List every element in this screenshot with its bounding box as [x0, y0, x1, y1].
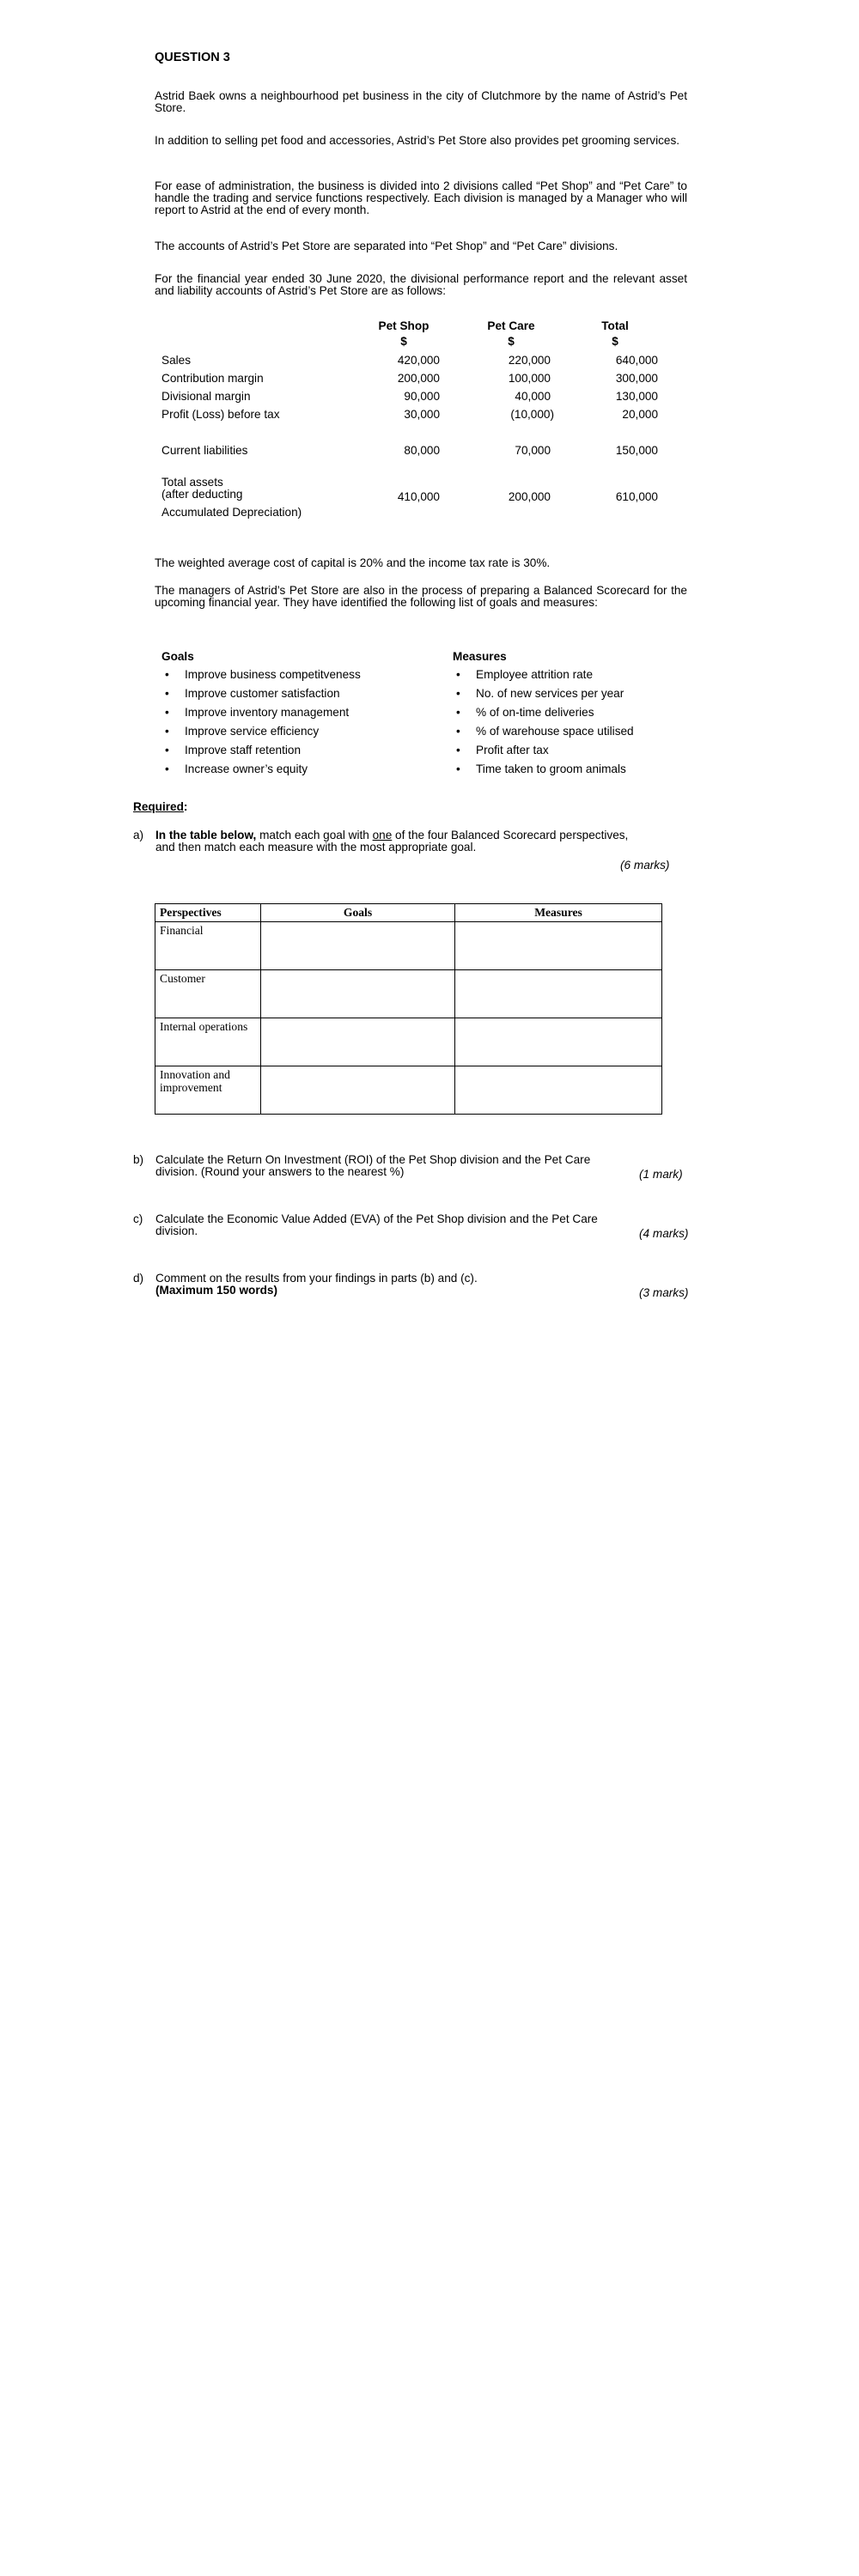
- row-label-sales: Sales: [161, 354, 192, 367]
- list-item: • No. of new services per year: [456, 687, 624, 700]
- question-title: QUESTION 3: [155, 51, 230, 64]
- list-item: • Improve customer satisfaction: [165, 687, 340, 700]
- cell-value: 300,000: [615, 372, 658, 385]
- wacc-paragraph: The weighted average cost of capital is 20% and the income tax rate is 30%.: [155, 556, 551, 569]
- measures-answer-cell[interactable]: [455, 922, 662, 970]
- list-item: • Improve service efficiency: [165, 725, 320, 738]
- part-d-letter: d): [133, 1272, 144, 1285]
- row-label-current-liabilities: Current liabilities: [161, 444, 248, 457]
- cell-value: 200,000: [508, 490, 551, 503]
- intro-paragraph-1: Astrid Baek owns a neighbourhood pet business in the city of Clutchmore by the name of Astrid’s Pet Store.: [155, 89, 687, 114]
- cell-value: 40,000: [515, 390, 551, 403]
- table-row: [155, 1066, 662, 1115]
- cell-value: 640,000: [615, 354, 658, 367]
- col-header-total: Total: [601, 319, 629, 332]
- balanced-scorecard-table: [155, 903, 662, 1115]
- measures-heading: Measures: [453, 650, 507, 663]
- measures-answer-cell[interactable]: [455, 970, 662, 1018]
- cell-value: 130,000: [615, 390, 658, 403]
- part-c-letter: c): [133, 1212, 143, 1225]
- part-d-marks: (3 marks): [639, 1286, 689, 1299]
- cell-value: 70,000: [515, 444, 551, 457]
- perspective-cell: Internal operations: [155, 1018, 261, 1066]
- cell-value: 90,000: [404, 390, 440, 403]
- cell-value: 610,000: [615, 490, 658, 503]
- goals-answer-cell[interactable]: [261, 1066, 455, 1115]
- goals-answer-cell[interactable]: [261, 970, 455, 1018]
- col-unit-pet-shop: $: [400, 335, 407, 348]
- cell-value: 220,000: [508, 354, 551, 367]
- row-label-total-assets-line2: (after deducting: [161, 488, 243, 501]
- intro-paragraph-2: In addition to selling pet food and accessories, Astrid’s Pet Store also provides pet grooming services.: [155, 134, 680, 147]
- measures-answer-cell[interactable]: [455, 1018, 662, 1066]
- part-c-marks: (4 marks): [639, 1227, 689, 1240]
- table-row: [155, 970, 662, 1018]
- table-header-perspectives: Perspectives: [155, 904, 261, 922]
- part-a-marks: (6 marks): [620, 859, 670, 872]
- list-item: • Improve staff retention: [165, 744, 302, 756]
- cell-value: 410,000: [397, 490, 440, 503]
- col-header-pet-care: Pet Care: [487, 319, 535, 332]
- col-header-pet-shop: Pet Shop: [378, 319, 430, 332]
- measures-answer-cell[interactable]: [455, 1066, 662, 1115]
- part-a-text: In the table below, match each goal with one of the four Balanced Scorecard perspectives, and then match each measure with the most appropriate goal.: [155, 829, 629, 854]
- goals-answer-cell[interactable]: [261, 922, 455, 970]
- intro-paragraph-5: For the financial year ended 30 June 2020, the divisional performance report and the relevant asset and liability accounts of Astrid’s Pet Store are as follows:: [155, 272, 687, 297]
- cell-value: 200,000: [397, 372, 440, 385]
- bsc-paragraph: The managers of Astrid’s Pet Store are also in the process of preparing a Balanced Scorecard for the upcoming financial year. They have identified the following list of goals and measures:: [155, 584, 687, 609]
- table-row: [155, 1018, 662, 1066]
- goals-answer-cell[interactable]: [261, 1018, 455, 1066]
- row-label-total-assets-line3: Accumulated Depreciation): [161, 506, 302, 519]
- cell-value: 420,000: [397, 354, 440, 367]
- goals-list: [161, 665, 361, 779]
- goals-heading: Goals: [161, 650, 194, 663]
- list-item: • Increase owner’s equity: [165, 762, 308, 775]
- part-c-text: Calculate the Economic Value Added (EVA) of the Pet Shop division and the Pet Care division.: [155, 1212, 598, 1237]
- table-row: [155, 922, 662, 970]
- part-b-marks: (1 mark): [639, 1168, 683, 1181]
- list-item: • Improve inventory management: [165, 706, 350, 719]
- perspective-cell: Customer: [155, 970, 261, 1018]
- list-item: • Profit after tax: [456, 744, 549, 756]
- col-unit-pet-care: $: [508, 335, 515, 348]
- list-item: • Employee attrition rate: [456, 668, 594, 681]
- intro-paragraph-3: For ease of administration, the business is divided into 2 divisions called “Pet Shop” and “Pet Care” to handle the trading and service functions respectively. Each division is managed by a Manager who will report to Astrid at the end of every month.: [155, 179, 687, 216]
- part-d-text: Comment on the results from your findings in parts (b) and (c). (Maximum 150 words): [155, 1272, 478, 1297]
- part-b-text: Calculate the Return On Investment (ROI) of the Pet Shop division and the Pet Care division. (Round your answers to the nearest %): [155, 1153, 591, 1178]
- perspective-cell: Financial: [155, 922, 261, 970]
- part-b-letter: b): [133, 1153, 144, 1166]
- list-item: • Improve business competitveness: [165, 668, 361, 681]
- row-label-total-assets: Total assets: [161, 476, 223, 489]
- cell-value: (10,000): [510, 408, 554, 421]
- cell-value: 30,000: [404, 408, 440, 421]
- list-item: • Time taken to groom animals: [456, 762, 626, 775]
- measures-list: [453, 665, 634, 779]
- list-item: • % of warehouse space utilised: [456, 725, 634, 738]
- cell-value: 20,000: [622, 408, 658, 421]
- row-label-profit-before-tax: Profit (Loss) before tax: [161, 408, 280, 421]
- perspective-cell: Innovation and improvement: [155, 1066, 261, 1115]
- cell-value: 80,000: [404, 444, 440, 457]
- table-header-measures: Measures: [455, 904, 662, 922]
- required-heading: Required:: [133, 800, 188, 813]
- list-item: • % of on-time deliveries: [456, 706, 594, 719]
- row-label-divisional-margin: Divisional margin: [161, 390, 251, 403]
- cell-value: 150,000: [615, 444, 658, 457]
- row-label-contribution-margin: Contribution margin: [161, 372, 264, 385]
- intro-paragraph-4: The accounts of Astrid’s Pet Store are separated into “Pet Shop” and “Pet Care” divisions.: [155, 240, 618, 252]
- cell-value: 100,000: [508, 372, 551, 385]
- col-unit-total: $: [612, 335, 618, 348]
- part-a-letter: a): [133, 829, 144, 841]
- table-header-goals: Goals: [261, 904, 455, 922]
